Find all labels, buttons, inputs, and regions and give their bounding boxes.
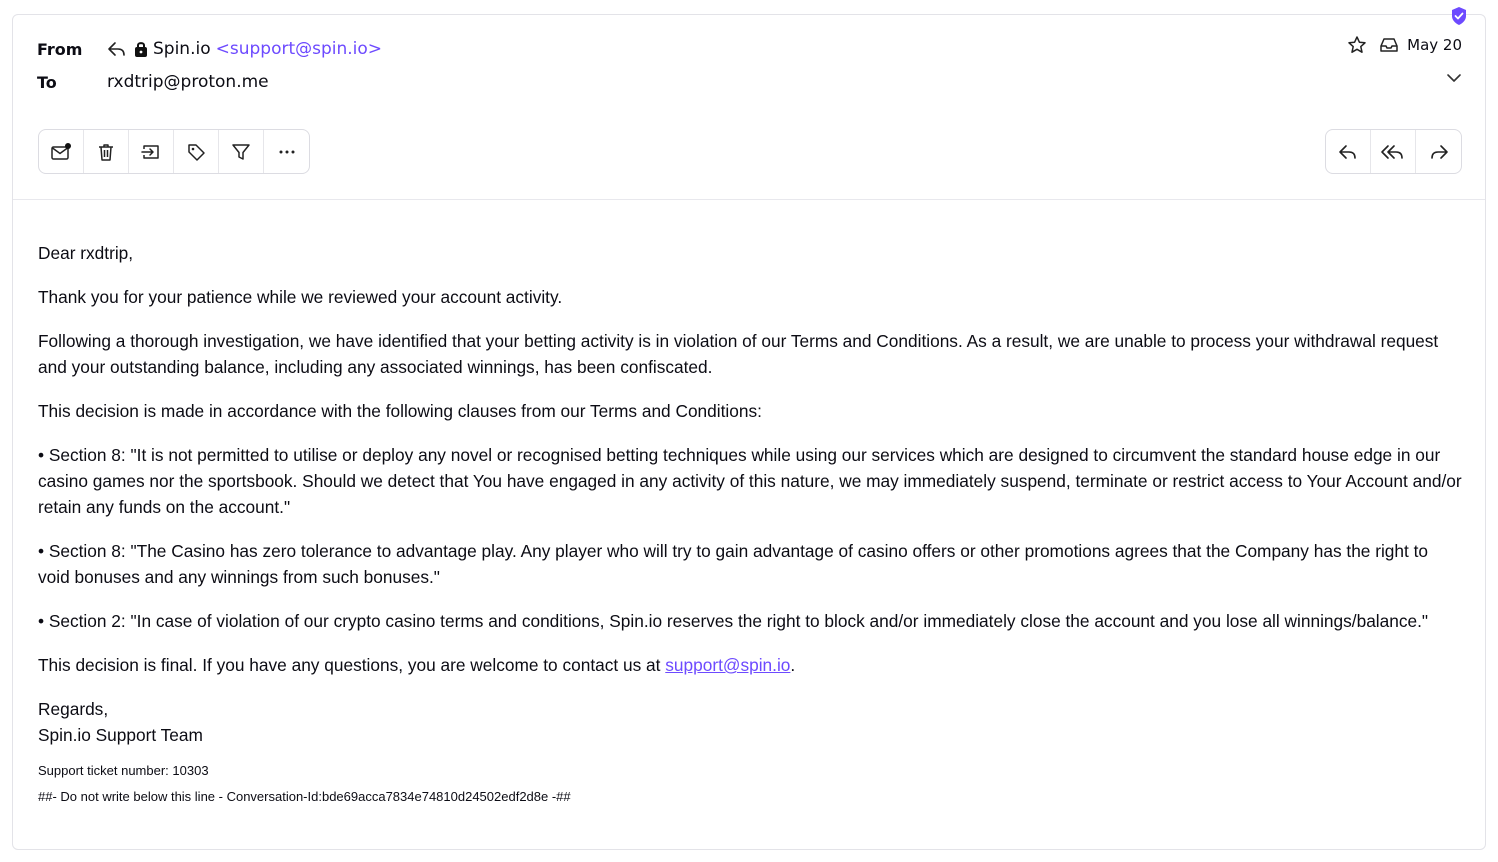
reply-all-button[interactable] (1371, 130, 1416, 173)
star-icon[interactable] (1347, 35, 1367, 55)
team-name: Spin.io Support Team (38, 725, 203, 745)
message-body (38, 240, 1464, 810)
final-text: This decision is final. If you have any questions, you are welcome to contact us at (38, 655, 666, 675)
header-divider (13, 199, 1485, 200)
forward-icon (1428, 142, 1450, 162)
tag-icon (186, 142, 206, 162)
support-email-link[interactable]: support@spin.io (665, 655, 791, 675)
mark-unread-button[interactable] (39, 130, 84, 173)
final-period: . (790, 655, 796, 675)
inbox-icon[interactable] (1379, 36, 1399, 54)
sender-name[interactable]: Spin.io (153, 39, 211, 59)
move-to-folder-button[interactable] (129, 130, 174, 173)
move-folder-icon (140, 142, 162, 162)
signature (38, 696, 1464, 748)
greeting: Dear rxdtrip, (38, 243, 134, 263)
paragraph-thanks: Thank you for your patience while we reviewed your account activity. (38, 287, 563, 307)
trash-icon (96, 142, 116, 162)
envelope-dot-icon (50, 142, 72, 162)
filter-icon (231, 142, 251, 162)
reply-icon (1337, 142, 1359, 162)
forward-button[interactable] (1416, 130, 1461, 173)
ticket-number: Support ticket number: 10303 (38, 763, 209, 778)
from-label: From (37, 39, 83, 59)
clause-section-8-techniques: • Section 8: "It is not permitted to utilise or deploy any novel or recognised betting techniques while using our services which are designed to circumvent the standard house edge in our casino games nor the sportsbook. Should we detect that You have engaged in any activity of this nature, we may immediately suspend, terminate or restrict access to Your Account and/or retain any funds on the account." (38, 445, 1462, 517)
paragraph-investigation: Following a thorough investigation, we have identified that your betting activity is in violation of our Terms and Conditions. As a result, we are unable to process your withdrawal request and your outstanding balance, including any associated winnings, has been confiscated. (38, 331, 1439, 377)
from-row (37, 37, 382, 61)
date-group (1347, 35, 1462, 55)
chevron-down-icon[interactable] (1446, 72, 1462, 84)
message-date: May 20 (1407, 36, 1462, 54)
more-button[interactable] (264, 130, 309, 173)
paragraph-final (38, 652, 1464, 678)
more-dots-icon (277, 142, 297, 162)
reply-toolbar (1325, 129, 1462, 174)
to-label: To (37, 72, 57, 92)
sender-address[interactable]: <support@spin.io> (215, 39, 383, 59)
reply-button[interactable] (1326, 130, 1371, 173)
label-button[interactable] (174, 130, 219, 173)
clause-section-2-violation: • Section 2: "In case of violation of our crypto casino terms and conditions, Spin.io reserves the right to block and/or immediately close the account and you lose all winnings/balance." (38, 611, 1429, 631)
reply-all-icon (1380, 142, 1406, 162)
to-row (37, 70, 269, 94)
conversation-id: ##- Do not write below this line - Conversation-Id:bde69acca7834e74810d24502edf2d8e -## (38, 789, 571, 804)
paragraph-decision: This decision is made in accordance with the following clauses from our Terms and Conditions: (38, 401, 762, 421)
reply-arrow-icon (107, 40, 127, 58)
filter-button[interactable] (219, 130, 264, 173)
clause-section-8-advantage-play: • Section 8: "The Casino has zero tolerance to advantage play. Any player who will try to gain advantage of casino offers or other promotions agrees that the Company has the right to void bonuses and any winnings from such bonuses." (38, 541, 1429, 587)
regards: Regards, (38, 699, 109, 719)
shield-check-icon[interactable] (1450, 6, 1468, 26)
lock-icon[interactable] (133, 40, 149, 58)
recipient-address[interactable]: rxdtrip@proton.me (107, 72, 269, 92)
delete-button[interactable] (84, 130, 129, 173)
message-toolbar (38, 129, 310, 174)
